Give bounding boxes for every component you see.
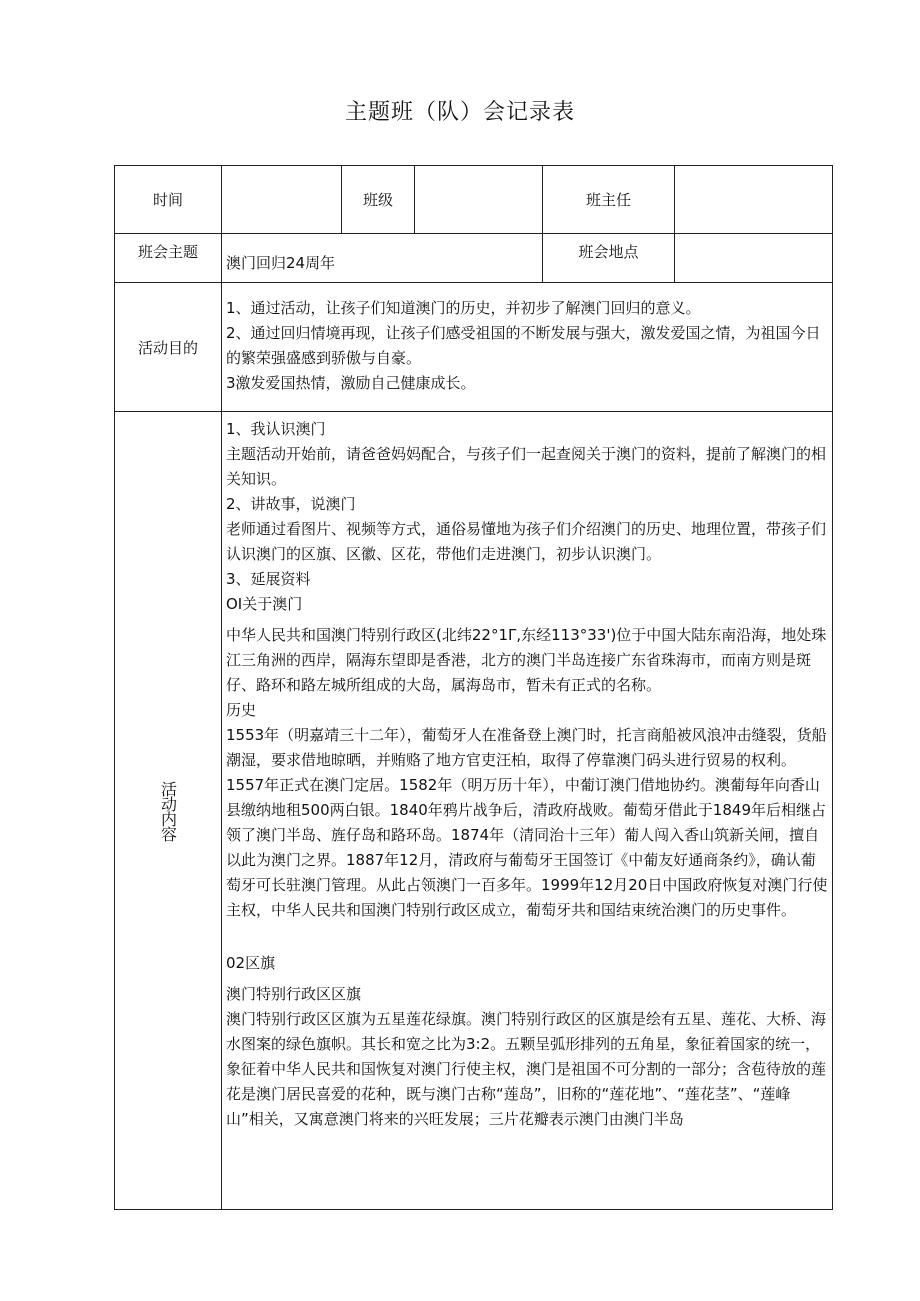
about-macau-title: OI关于澳门 <box>226 595 303 613</box>
section-1-text: 主题活动开始前，请爸爸妈妈配合，与孩子们一起查阅关于澳门的资料，提前了解澳门的相关知识。 <box>226 445 827 488</box>
theme-label-text: 班会主题 <box>137 242 198 261</box>
about-macau-text: 中华人民共和国澳门特别行政区(北纬22°1Γ,东经113°33')位于中国大陆东南沿海，地处珠江三角洲的西岸，隔海东望即是香港，北方的澳门半岛连接广东省珠海市，而南方则是斑仔、路环和路左城所组成的大岛，属海岛市，暂未有正式的名称。 <box>226 626 827 694</box>
teacher-label: 班主任 <box>543 166 675 234</box>
class-label: 班级 <box>342 166 415 234</box>
goal-label: 活动目的 <box>115 283 222 412</box>
place-label-text: 班会地点 <box>578 242 639 261</box>
theme-value-cell[interactable] <box>222 234 543 283</box>
goal-line-3: 3激发爱国热情，激励自己健康成长。 <box>226 374 476 392</box>
place-label <box>543 234 675 283</box>
content-cell <box>222 412 833 1210</box>
class-value-cell[interactable] <box>415 166 543 234</box>
record-table <box>114 165 833 1210</box>
place-value-cell[interactable] <box>675 234 833 283</box>
flag-text: 澳门特别行政区区旗为五星莲花绿旗。澳门特别行政区的区旗是绘有五星、莲花、大桥、海水图案的绿色旗帜。其长和宽之比为3:2。五颗呈弧形排列的五角星，象征着国家的统一，象征着中华人民共和国恢复对澳门行使主权，澳门是祖国不可分割的一部分；含苞待放的莲花是澳门居民喜爱的花种，既与澳门古称“莲岛”，旧称的“莲花地”、“莲花茎”、“莲峰山”相关，又寓意澳门将来的兴旺发展；三片花瓣表示澳门由澳门半岛 <box>226 1010 827 1128</box>
goal-row <box>115 283 833 412</box>
goal-line-1: 1、通过活动，让孩子们知道澳门的历史，并初步了解澳门回归的意义。 <box>226 299 701 317</box>
info-row-theme <box>115 234 833 283</box>
teacher-value-cell[interactable] <box>675 166 833 234</box>
theme-value-text: 澳门回归24周年 <box>226 253 336 272</box>
goal-text-block <box>222 283 832 396</box>
section-2-text: 老师通过看图片、视频等方式，通俗易懂地为孩子们介绍澳门的历史、地理位置，带孩子们认识澳门的区旗、区徽、区花，带他们走进澳门，初步认识澳门。 <box>226 520 827 563</box>
goal-line-2: 2、通过回归情境再现，让孩子们感受祖国的不断发展与强大，激发爱国之情，为祖国今日的繁荣强盛感到骄傲与自豪。 <box>226 324 821 367</box>
goal-cell <box>222 283 833 412</box>
content-row <box>115 412 833 1210</box>
info-row-time <box>115 166 833 234</box>
history-text: 1553年（明嘉靖三十二年），葡萄牙人在准备登上澳门时，托言商船被风浪冲击缝裂，货船潮湿，要求借地晾晒，并贿赂了地方官吏汪柏，取得了停靠澳门码头进行贸易的权利。1557年正式在澳门定居。1582年（明万历十年），中葡订澳门借地协约。澳葡每年向香山县缴纳地租500两白银。1840年鸦片战争后，清政府战败。葡萄牙借此于1849年后相继占领了澳门半岛、旌仔岛和路环岛。1874年（清同治十三年）葡人闯入香山筑新关闸，擅自以此为澳门之界。1887年12月，清政府与葡萄牙王国签订《中葡友好通商条约》，确认葡萄牙可长驻澳门管理。从此占领澳门一百多年。1999年12月20日中国政府恢复对澳门行使主权，中华人民共和国澳门特别行政区成立，葡萄牙共和国结束统治澳门的历史事件。 <box>226 726 828 919</box>
section-2-title: 2、讲故事，说澳门 <box>226 495 356 513</box>
time-value-cell[interactable] <box>222 166 342 234</box>
time-label: 时间 <box>115 166 222 234</box>
flag-title: 澳门特别行政区区旗 <box>226 985 362 1003</box>
section-3-title: 3、延展资料 <box>226 570 311 588</box>
content-text-block <box>222 412 832 1132</box>
history-title: 历史 <box>226 701 257 719</box>
section-1-title: 1、我认识澳门 <box>226 420 326 438</box>
content-label-cell <box>115 412 222 1210</box>
theme-label <box>115 234 222 283</box>
content-label: 活动内容 <box>158 780 178 841</box>
page-title: 主题班（队）会记录表 <box>344 100 575 125</box>
flag-section-title: 02区旗 <box>226 954 276 972</box>
